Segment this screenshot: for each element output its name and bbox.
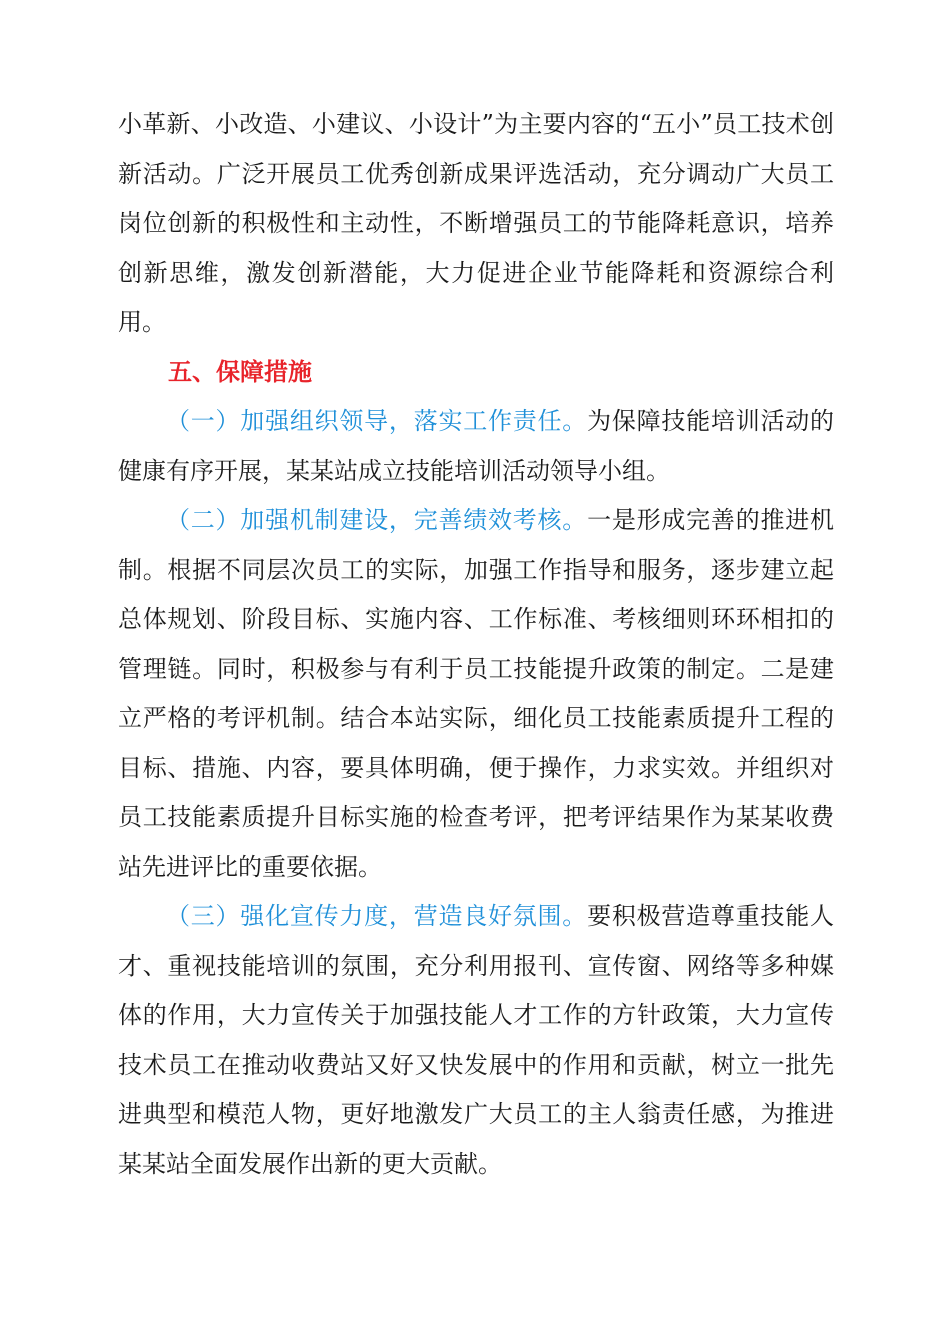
measure-item-3-body: 要积极营造尊重技能人才、重视技能培训的氛围，充分利用报刊、宣传窗、网络等多种媒体的作用，大力宣传关于加强技能人才工作的方针政策，大力宣传技术员工在推动收费站又好又快发展中的作用和贡献，树立一批先进典型和模范人物，更好地激发广大员工的主人翁责任感，为推进某某站全面发展作出新的更大贡献。 (118, 902, 835, 1178)
measure-item-1-heading: （一）加强组织领导，落实工作责任。 (166, 407, 588, 435)
measure-item-1-body: 为保障技能培训活动的健康有序开展，某某站成立技能培训活动领导小组。 (118, 407, 835, 485)
measure-item-2 (118, 496, 834, 892)
measure-item-3-heading: （三）强化宣传力度，营造良好氛围。 (166, 902, 588, 930)
section-heading: 五、保障措施 (168, 357, 312, 386)
measure-item-2-heading: （二）加强机制建设，完善绩效考核。 (166, 506, 588, 534)
document-page (118, 100, 834, 1189)
measure-item-2-body: 一是形成完善的推进机制。根据不同层次员工的实际，加强工作指导和服务，逐步建立起总体规划、阶段目标、实施内容、工作标准、考核细则环环相扣的管理链。同时，积极参与有利于员工技能提升政策的制定。二是建立严格的考评机制。结合本站实际，细化员工技能素质提升工程的目标、措施、内容，要具体明确，便于操作，力求实效。并组织对员工技能素质提升目标实施的检查考评，把考评结果作为某某收费站先进评比的重要依据。 (118, 506, 835, 881)
intro-paragraph: 小革新、小改造、小建议、小设计”为主要内容的“五小”员工技术创新活动。广泛开展员工优秀创新成果评选活动，充分调动广大员工岗位创新的积极性和主动性，不断增强员工的节能降耗意识，培养创新思维，激发创新潜能，大力促进企业节能降耗和资源综合利用。 (118, 110, 834, 336)
measure-item-1 (118, 397, 834, 496)
measure-item-3 (118, 892, 834, 1189)
